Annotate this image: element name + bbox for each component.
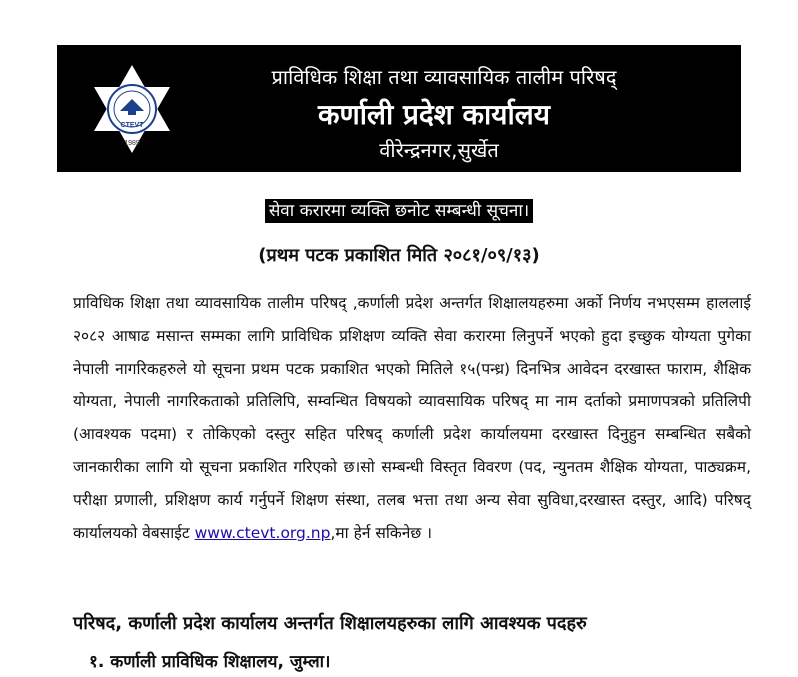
logo-text: CTEVT [120,122,144,129]
notice-body-text: प्राविधिक शिक्षा तथा व्यावसायिक तालीम परिषद् ,कर्णाली प्रदेश अन्तर्गत शिक्षालयहरुमा अर्को निर्णय नभएसम्म हाललाई २०८२ आषाढ मसान्त सम्मका लागि प्राविधिक प्रशिक्षण व्यक्ति सेवा करारमा लिनुपर्ने भएको हुदा इच्छुक योग्यता पुगेका नेपाली नागरिकहरुले यो सूचना प्रथम पटक प्रकाशित भएको मितिले १५(पन्ध्र) दिनभित्र आवेदन दरखास्त फाराम, शैक्षिक योग्यता, नेपाली नागरिकताको प्रतिलिपि, सम्वन्धित विषयको व्यावसायिक परिषद् मा नाम दर्ताको प्रमाणपत्रको प्रतिलिपी (आवश्यक पदमा) र तोकिएको दस्तुर सहित परिषद् कर्णाली प्रदेश कार्यालयमा दरखास्त दिनुहुन सम्बन्धित सबैको जानकारीका लागि यो सूचना प्रकाशित गरिएको छ।सो सम्बन्धी विस्तृत विवरण (पद, न्युनतम शैक्षिक योग्यता, पाठ्यक्रम, परीक्षा प्रणाली, प्रशिक्षण कार्य गर्नुपर्ने शिक्षण संस्था, तलब भत्ता तथा अन्य सेवा सुविधा,दरखास्त दस्तुर, आदि) परिषद् कार्यालयको वेबसाईट [73,294,751,542]
header-office-name: कर्णाली प्रदेश कार्यालय [317,98,551,131]
header-banner [57,45,741,172]
logo-year: 1989 [124,140,140,147]
header-address: वीरेन्द्रनगर,सुर्खेत [379,138,499,162]
list-item: १. कर्णाली प्राविधिक शिक्षालय, जुम्ला। [89,652,331,672]
section-heading: परिषद, कर्णाली प्रदेश कार्यालय अन्तर्गत शिक्षालयहरुका लागि आवश्यक पदहरु [73,613,587,634]
notice-title-wrap [0,199,798,223]
notice-body [73,287,751,549]
header-org-name: प्राविधिक शिक्षा तथा व्यावसायिक तालीम परिषद् [271,65,617,89]
ctevt-website-link[interactable]: www.ctevt.org.np [194,523,331,542]
publication-date: (प्रथम पटक प्रकाशित मिति २०८१/०९/१३) [258,245,540,266]
notice-title: सेवा करारमा व्यक्ति छनोट सम्बन्धी सूचना। [265,199,533,223]
notice-body-tail: ,मा हेर्न सकिनेछ । [330,523,433,542]
